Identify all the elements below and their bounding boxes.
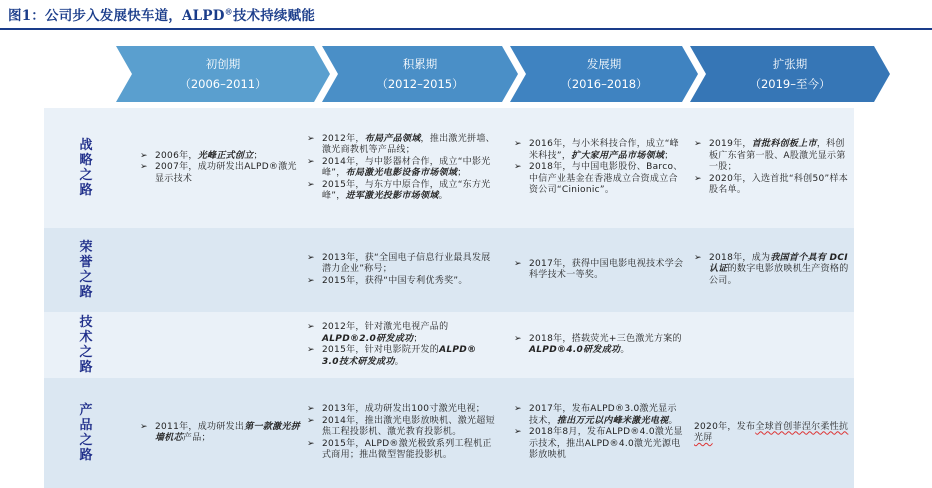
- list-item: ➢ 2013年，成功研发出100寸激光电视；: [307, 404, 495, 416]
- title-rule: [0, 28, 932, 30]
- row-product: [44, 378, 854, 488]
- list-item: ➢ 2007年，成功研发出ALPD®激光显示技术: [140, 162, 302, 185]
- list-item: ➢ 2012年，布局产品领域，推出激光拼墙、激光商教机等产品线；: [307, 134, 495, 157]
- list-item: ➢ 2015年，获得“中国专利优秀奖”。: [307, 276, 495, 288]
- highlight-text: 我国首个具有 DCI 认证: [709, 252, 848, 275]
- highlight-text: 首批科创板上市: [751, 139, 817, 150]
- list-item: ➢ 2018年，搭载荧光+三色激光方案的ALPD®4.0研发成功。: [514, 334, 686, 357]
- highlight-text: 布局激光电影设备市场领域: [345, 168, 458, 178]
- list-item: ➢ 2017年，获得中国电影电视技术学会科学技术一等奖。: [514, 259, 686, 282]
- list-item: ➢ 2017年，发布ALPD®3.0激光显示技术，推出万元以内峰米激光电视。: [514, 404, 686, 427]
- cell-honor-1: [140, 228, 302, 312]
- highlight-text: 布局产品领域: [364, 133, 421, 144]
- row-strategy: [44, 108, 854, 228]
- cell-product-3: [514, 378, 686, 488]
- figure-title: 图1：公司步入发展快车道，ALPD®技术持续赋能: [8, 6, 316, 24]
- highlight-text: 第一款激光拼墙机芯: [155, 421, 301, 443]
- bullet-list: [514, 259, 686, 282]
- cell-strategy-1: [140, 108, 302, 228]
- cell-honor-2: [307, 228, 495, 312]
- phase-1: [116, 46, 330, 102]
- list-item: ➢ 2014年，推出激光电影放映机、激光超短焦工程投影机、激光教育投影机。: [307, 416, 495, 439]
- phase-years: （2016–2018）: [560, 77, 648, 91]
- cell-product-4: [694, 378, 854, 488]
- phase-name: 发展期: [586, 57, 622, 71]
- bullet-list: [514, 334, 686, 357]
- phase-years: （2006–2011）: [179, 77, 267, 91]
- row-label-cell: [44, 312, 128, 378]
- bullet-list: [307, 134, 495, 203]
- cell-technology-3: [514, 312, 686, 378]
- phase-2: [322, 46, 518, 102]
- list-item: ➢ 2018年8月，发布ALPD®4.0激光显示技术，推出ALPD®4.0激光光源电影放映机: [514, 427, 686, 462]
- row-label: 产品之路: [79, 403, 93, 463]
- list-item: ➢ 2013年，获“全国电子信息行业最具发展潜力企业”称号；: [307, 253, 495, 276]
- highlight-text: 扩大家用产品市场领域: [571, 150, 665, 161]
- bullet-list: [140, 422, 302, 445]
- row-honor: [44, 228, 854, 312]
- phase-name: 扩张期: [772, 57, 808, 71]
- list-item: 2020年，发布全球首创菲涅尔柔性抗光屏: [694, 421, 849, 443]
- bullet-list: [694, 253, 854, 288]
- list-item: ➢ 2015年，ALPD®激光极致系列工程机正式商用；推出微型智能投影机。: [307, 439, 495, 462]
- list-item: ➢ 2018年，成为我国首个具有 DCI 认证的数字电影放映机生产资格的公司。: [694, 253, 854, 288]
- list-item: ➢ 2015年，针对电影院开发的ALPD® 3.0技术研发成功。: [307, 345, 495, 368]
- highlight-text: ALPD®2.0研发成功: [322, 333, 414, 344]
- bullet-list: [514, 404, 686, 462]
- cell-technology-2: [307, 312, 495, 378]
- cell-honor-4: [694, 228, 854, 312]
- list-item: ➢ 2012年，针对激光电视产品的ALPD®2.0研发成功；: [307, 322, 495, 345]
- highlight-text: 光峰正式创立: [197, 150, 254, 161]
- bullet-list: [514, 139, 686, 197]
- phase-name: 初创期: [205, 57, 241, 71]
- cell-product-1: [140, 378, 302, 488]
- row-label-cell: [44, 378, 128, 488]
- highlight-text: ALPD® 3.0技术研发成功: [322, 345, 477, 367]
- bullet-list: [307, 253, 495, 288]
- underlined-text: 全球首创菲涅尔柔性抗光屏: [694, 421, 849, 443]
- highlight-text: 推出万元以内峰米激光电视: [556, 415, 669, 426]
- phase-years: （2019–至今）: [749, 77, 831, 91]
- highlight-text: ALPD®4.0研发成功: [529, 345, 621, 355]
- bullet-list: [307, 404, 495, 462]
- cell-technology-4: [694, 312, 854, 378]
- cell-honor-3: [514, 228, 686, 312]
- list-item: ➢ 2014年，与中影器材合作，成立“中影光峰”，布局激光电影设备市场领域；: [307, 157, 495, 180]
- phase-3: [510, 46, 698, 102]
- row-technology: [44, 312, 854, 378]
- list-item: ➢ 2020年，入选首批“科创50”样本股名单。: [694, 174, 854, 197]
- list-item: ➢ 2016年，与小米科技合作，成立“峰米科技”，扩大家用产品市场领域；: [514, 139, 686, 162]
- cell-product-2: [307, 378, 495, 488]
- row-label: 荣誉之路: [79, 240, 93, 300]
- list-item: ➢ 2006年，光峰正式创立；: [140, 151, 302, 163]
- list-item: ➢ 2018年，与中国电影股份、Barco、中信产业基金在香港成立合资成立合资公司“Cinionic”。: [514, 162, 686, 197]
- cell-strategy-2: [307, 108, 495, 228]
- cell-strategy-4: [694, 108, 854, 228]
- row-label-cell: [44, 228, 128, 312]
- bullet-list: [694, 139, 854, 197]
- row-label-cell: [44, 108, 128, 228]
- cell-strategy-3: [514, 108, 686, 228]
- list-item: ➢ 2015年，与东方中原合作，成立“东方光峰”，进军激光投影市场领域。: [307, 180, 495, 203]
- bullet-list: [694, 422, 854, 445]
- phase-name: 积累期: [402, 57, 438, 71]
- phase-4: [690, 46, 890, 102]
- row-label: 技术之路: [79, 315, 93, 375]
- list-item: ➢ 2019年，首批科创板上市，科创板广东省第一股、A股激光显示第一股；: [694, 139, 854, 174]
- phase-years: （2012–2015）: [376, 77, 464, 91]
- bullet-list: [307, 322, 495, 368]
- cell-technology-1: [140, 312, 302, 378]
- list-item: ➢ 2011年，成功研发出第一款激光拼墙机芯产品；: [140, 422, 302, 445]
- highlight-text: 进军激光投影市场领域: [345, 191, 439, 201]
- row-label: 战略之路: [79, 138, 93, 198]
- bullet-list: [140, 151, 302, 186]
